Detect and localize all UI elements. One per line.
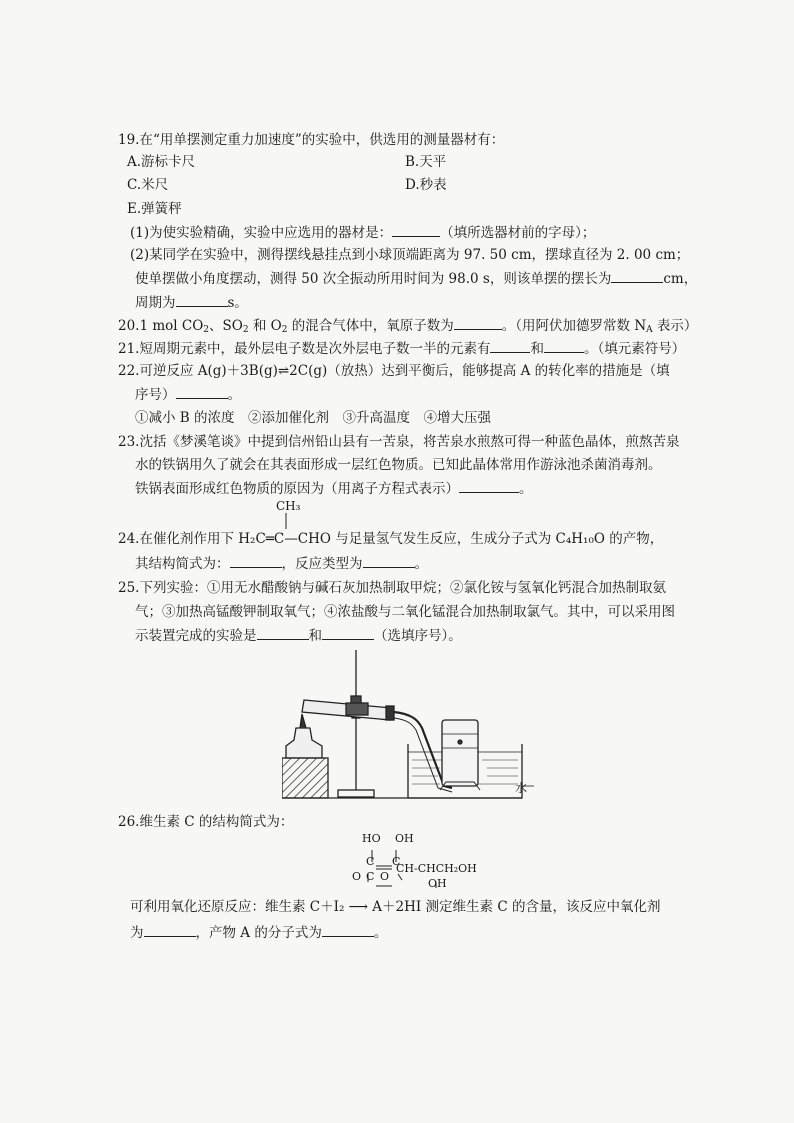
q19-unit: cm， <box>663 271 698 287</box>
q20-text: 表示） <box>652 318 698 334</box>
vitc-o-label: O <box>380 870 390 883</box>
q26-text: 。 <box>373 925 388 941</box>
subscript: 2 <box>242 325 249 335</box>
q24-block <box>118 499 718 559</box>
q25-text: 示装置完成的实验是 <box>135 628 257 644</box>
q24-formula: H₂C═C—CHO <box>238 531 331 547</box>
q19-part1 <box>130 222 595 243</box>
answer-blank[interactable] <box>322 922 374 937</box>
q26-text: 为 <box>130 925 144 941</box>
answer-blank[interactable] <box>490 338 530 353</box>
q24-line1 <box>118 529 663 549</box>
q19-period-unit: s。 <box>227 295 248 311</box>
q21 <box>118 338 685 359</box>
q24-text: 24.在催化剂作用下 <box>118 531 234 547</box>
vitc-c-label: C <box>366 870 375 883</box>
answer-blank[interactable] <box>176 384 228 399</box>
answer-blank[interactable] <box>230 553 282 568</box>
q26-line1: 可利用氧化还原反应：维生素 C＋I₂ ⟶ A＋2HI 测定维生素 C 的含量，该反应中氧化剂 <box>130 899 661 915</box>
q23-text: 。 <box>519 481 533 497</box>
q20-text: 、SO <box>209 318 243 334</box>
q22-options: ①减小 B 的浓度 ②添加催化剂 ③升高温度 ④增大压强 <box>135 410 492 426</box>
q19-stem: 19.在“用单摆测定重力加速度”的实验中，供选用的测量器材有： <box>118 132 505 148</box>
hatched-block <box>282 758 328 798</box>
q20-text: 和 O <box>248 318 282 334</box>
water-label: 水 <box>515 781 528 795</box>
q19-option-a: A.游标卡尺 <box>127 154 196 170</box>
subscript: A <box>646 325 653 335</box>
q23-line1: 23.沈括《梦溪笔谈》中提到信州铅山县有一苦泉，将苦泉水煎熬可得一种蓝色晶体，煎熬苦泉 <box>118 434 680 450</box>
answer-blank[interactable] <box>544 338 584 353</box>
gas-collection-apparatus <box>282 648 542 804</box>
alcohol-lamp <box>286 728 322 758</box>
answer-blank[interactable] <box>454 315 502 330</box>
q19-part2-line2 <box>135 268 697 289</box>
q24-text: 。 <box>414 556 428 572</box>
q24-ch3-label: CH₃ <box>276 499 301 513</box>
stand-base <box>338 790 374 797</box>
q22-line2 <box>135 384 241 405</box>
q25-line2: 气；③加热高锰酸钾制取氧气；④浓盐酸与二氧化锰混合加热制取氯气。其中，可以采用图 <box>135 604 675 620</box>
q20 <box>118 315 697 340</box>
q19-option-b: B.天平 <box>405 154 447 170</box>
answer-blank[interactable] <box>322 625 374 640</box>
q22-text: 。 <box>227 387 241 403</box>
answer-blank[interactable] <box>363 553 415 568</box>
answer-blank[interactable] <box>459 478 519 493</box>
q22-text: 序号） <box>135 387 176 403</box>
vitc-oh-bottom: OH <box>428 877 447 890</box>
q24-text: ，反应类型为 <box>281 556 363 572</box>
q24-text: 其结构简式为： <box>135 556 230 572</box>
answer-blank[interactable] <box>392 222 440 237</box>
q20-text: 20.1 mol CO <box>118 318 204 334</box>
vitc-c-label: C <box>392 855 401 868</box>
q26-stem: 26.维生素 C 的结构简式为： <box>118 814 294 830</box>
q19-option-e: E.弹簧秤 <box>127 201 182 217</box>
vitc-side-chain: CH-CHCH₂OH <box>396 862 477 875</box>
q19-part2-line1: (2)某同学在实验中，测得摆线悬挂点到小球顶端距离为 97. 50 cm，摆球直径为 2. 00 cm； <box>130 247 690 263</box>
subscript: 2 <box>281 325 288 335</box>
answer-blank[interactable] <box>611 268 663 283</box>
q24-text: 与足量氢气发生反应，生成分子式为 C₄H₁₀O 的产物， <box>335 531 664 547</box>
q23-line2: 水的铁锅用久了就会在其表面形成一层红色物质。已知此晶体常用作游泳池杀菌消毒剂。 <box>135 457 662 473</box>
answer-blank[interactable] <box>257 625 309 640</box>
q19-option-c: C.米尺 <box>127 177 169 193</box>
q19-part1-hint: （填所选器材前的字母）； <box>440 225 596 241</box>
q19-part2-line3 <box>135 292 248 313</box>
q21-text: 21.短周期元素中，最外层电子数是次外层电子数一半的元素有 <box>118 341 491 357</box>
q22-line1: 22.可逆反应 A(g)＋3B(g)⇌2C(g)（放热）达到平衡后，能够提高 A 的转化率的措施是（填 <box>118 363 670 379</box>
subscript: 2 <box>203 325 210 335</box>
q24-line2 <box>135 553 428 574</box>
q21-text: 和 <box>530 341 544 357</box>
vitc-o-label: O <box>352 870 362 883</box>
q19-option-d: D.秒表 <box>405 177 447 193</box>
q25-text: （选填序号）。 <box>374 628 462 644</box>
q23-text: 铁锅表面形成红色物质的原因为（用离子方程式表示） <box>135 481 459 497</box>
q19-period-text: 周期为 <box>135 295 176 311</box>
q21-text: 。（填元素符号） <box>583 341 686 357</box>
q20-text: 。（用阿伏加德罗常数 N <box>501 318 647 334</box>
gas-collecting-bottle <box>442 720 478 786</box>
answer-blank[interactable] <box>144 922 196 937</box>
q19-part1-text: (1)为使实验精确，实验中应选用的器材是： <box>130 225 393 241</box>
q19-part2-text: 使单摆做小角度摆动，测得 50 次全振动所用时间为 98.0 s，则该单摆的摆长为 <box>135 271 612 287</box>
q23-line3 <box>135 478 533 499</box>
q25-line3 <box>135 625 462 646</box>
vitc-oh: OH <box>395 832 414 845</box>
q25-line1: 25.下列实验：①用无水醋酸钠与碱石灰加热制取甲烷；②氯化铵与氢氧化钙混合加热制取氨 <box>118 580 666 596</box>
vitc-ho: HO <box>362 832 381 845</box>
q26-line2 <box>130 922 387 943</box>
q25-text: 和 <box>308 628 322 644</box>
answer-blank[interactable] <box>176 292 228 307</box>
vitc-c-label: C <box>366 855 375 868</box>
q26-text: ，产物 A 的分子式为 <box>195 925 322 941</box>
q20-text: 的混合气体中，氧原子数为 <box>287 318 454 334</box>
